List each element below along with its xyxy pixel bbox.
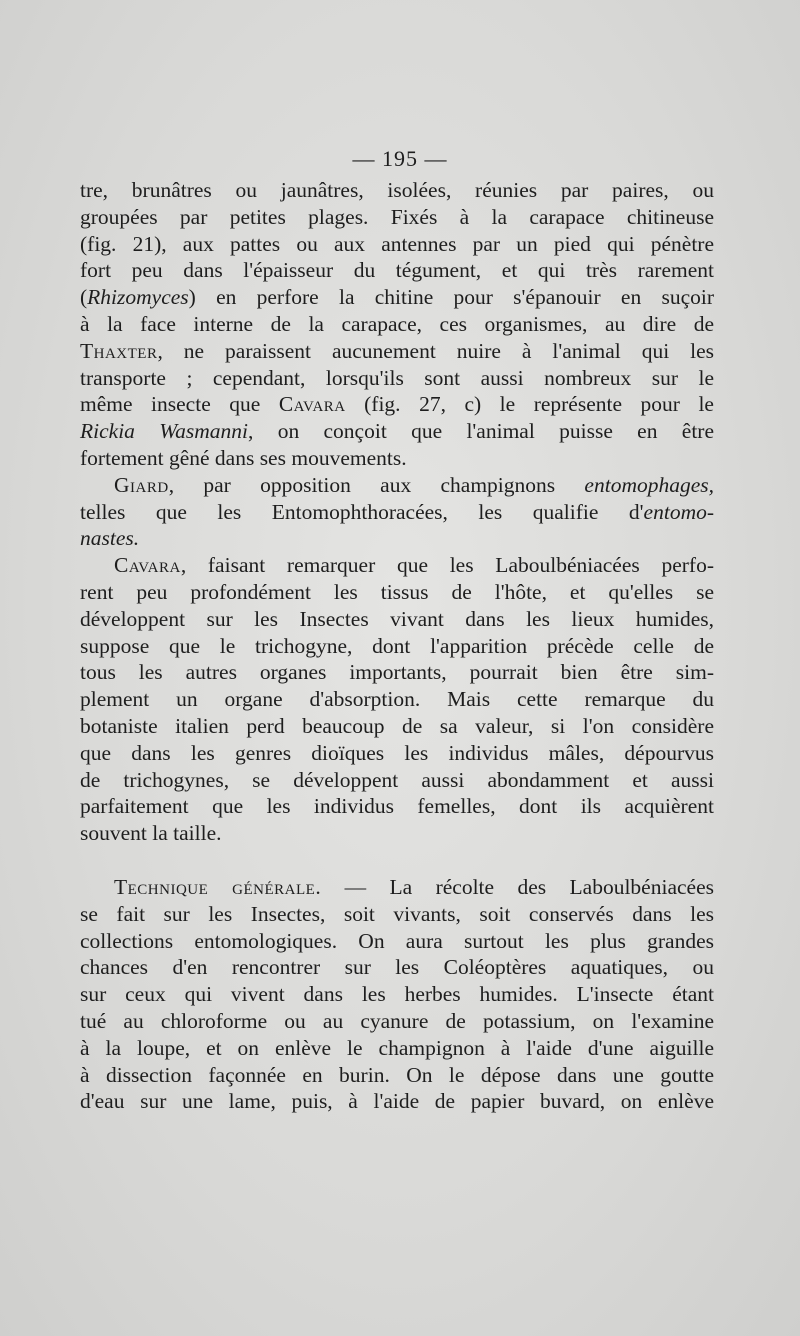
text-line: botaniste italien perd beaucoup de sa valeur, si l'on considère	[80, 713, 714, 738]
text-line: parfaitement que les individus femelles, dont ils acquièrent	[80, 794, 714, 819]
text-line: rent peu profondément les tissus de l'hôte, et qu'elles se	[80, 579, 714, 604]
author-name: Cavara	[278, 392, 346, 417]
text-line: plement un organe d'absorption. Mais cette remarque du	[80, 687, 714, 712]
section-heading: Technique générale.	[114, 874, 322, 899]
text-line: à dissection façonnée en burin. On le dépose dans une goutte	[80, 1062, 714, 1087]
text-line: sur ceux qui vivent dans les herbes humides. L'insecte étant	[80, 982, 714, 1007]
text-line: que dans les genres dioïques les individus mâles, dépourvus	[80, 740, 714, 765]
text-line: tué au chloroforme ou au cyanure de potassium, on l'examine	[80, 1008, 714, 1033]
author-name: Cavara	[114, 553, 181, 578]
text-line: Thaxter, ne paraissent aucunement nuire à l'animal qui les	[80, 338, 714, 363]
text-line: telles que les Entomophthoracées, les qualifie d'entomo-	[80, 499, 714, 524]
body-text	[80, 177, 714, 1115]
text-line: tre, brunâtres ou jaunâtres, isolées, réunies par paires, ou	[80, 178, 714, 202]
text-line: fort peu dans l'épaisseur du tégument, et qui très rarement	[80, 258, 714, 283]
text-line: à la face interne de la carapace, ces organismes, au dire de	[80, 311, 714, 336]
text-line: tous les autres organes importants, pourrait bien être sim-	[80, 660, 714, 685]
text-line: Giard, par opposition aux champignons entomophages,	[114, 472, 714, 497]
text-line: (fig. 21), aux pattes ou aux antennes par un pied qui pénètre	[80, 231, 714, 256]
section-heading-line: Technique générale. — La récolte des Laboulbéniacées	[114, 874, 714, 899]
text-line: (Rhizomyces) en perfore la chitine pour s'épanouir en suçoir	[80, 285, 714, 310]
genus-name: Rhizomyces	[87, 285, 189, 310]
species-name: Rickia Wasmanni	[80, 419, 249, 444]
page-number: — 195 —	[352, 146, 448, 171]
text-line: se fait sur les Insectes, soit vivants, soit conservés dans les	[80, 901, 714, 926]
section-gap	[80, 847, 714, 874]
text-line: transporte ; cependant, lorsqu'ils sont aussi nombreux sur le	[80, 365, 714, 390]
text-line: nastes.	[80, 526, 140, 551]
text-line: collections entomologiques. On aura surtout les plus grandes	[80, 928, 714, 953]
text-line: souvent la taille.	[80, 821, 222, 846]
text-line: groupées par petites plages. Fixés à la carapace chitineuse	[80, 204, 714, 229]
author-name: Thaxter	[80, 338, 158, 363]
text-line: chances d'en rencontrer sur les Coléoptères aquatiques, ou	[80, 955, 714, 980]
text-line: d'eau sur une lame, puis, à l'aide de papier buvard, on enlève	[80, 1089, 714, 1114]
text-line: développent sur les Insectes vivant dans les lieux humides,	[80, 606, 714, 631]
text-line: Cavara, faisant remarquer que les Laboulbéniacées perfo-	[114, 553, 714, 578]
text-line: Rickia Wasmanni, on conçoit que l'animal puisse en être	[80, 419, 714, 444]
text-line: à la loupe, et on enlève le champignon à l'aide d'une aiguille	[80, 1035, 714, 1060]
text-line: même insecte que Cavara (fig. 27, c) le représente pour le	[80, 392, 714, 417]
text-line: de trichogynes, se développent aussi abondamment et aussi	[80, 767, 714, 792]
author-name: Giard	[114, 472, 169, 497]
text-line: suppose que le trichogyne, dont l'apparition précède celle de	[80, 633, 714, 658]
text-line: fortement gêné dans ses mouvements.	[80, 445, 407, 470]
